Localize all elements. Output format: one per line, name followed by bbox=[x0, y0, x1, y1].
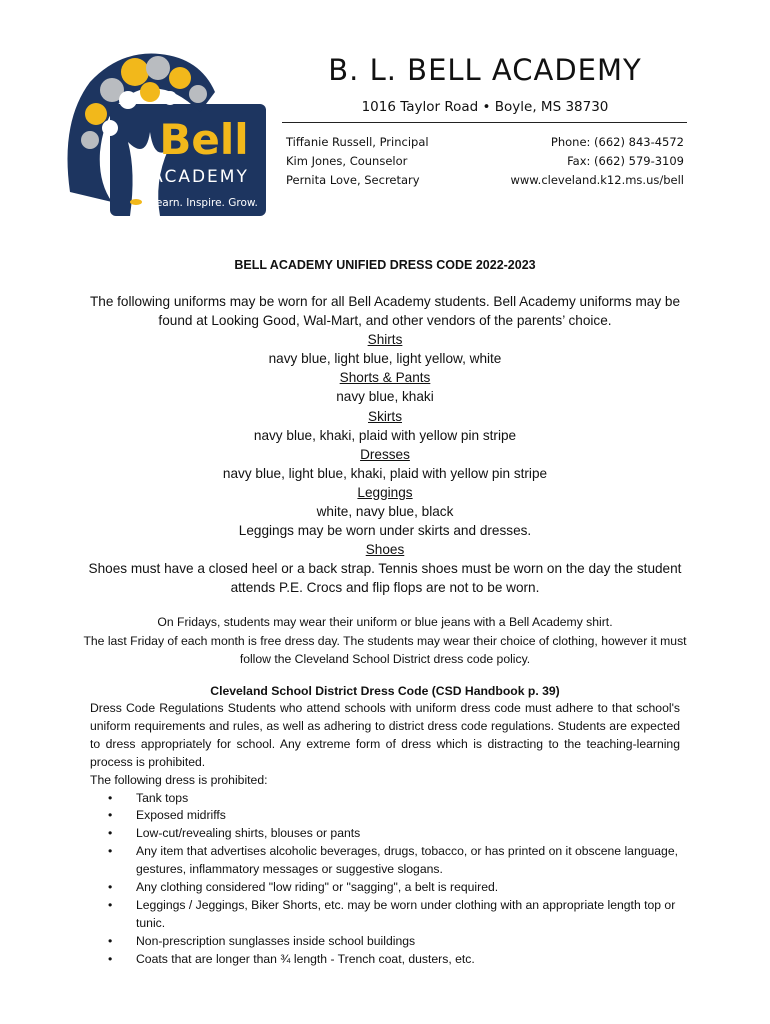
phone-number: Phone: (662) 843-4572 bbox=[550, 135, 684, 149]
section-heading-skirts: Skirts bbox=[368, 408, 402, 424]
logo-tagline: Learn. Inspire. Grow. bbox=[150, 197, 258, 209]
list-item: • Tank tops bbox=[136, 790, 680, 808]
list-item: • Low-cut/revealing shirts, blouses or pants bbox=[136, 825, 680, 843]
uniform-section bbox=[80, 292, 690, 598]
staff-list bbox=[286, 133, 429, 190]
school-address: 1016 Taylor Road • Boyle, MS 38730 bbox=[361, 99, 609, 115]
bell-tree-logo-icon bbox=[50, 42, 270, 222]
school-name: B. L. BELL ACADEMY bbox=[328, 53, 642, 87]
section-heading-leggings: Leggings bbox=[357, 484, 413, 500]
staff-secretary: Pernita Love, Secretary bbox=[286, 173, 420, 187]
contact-block bbox=[280, 133, 690, 190]
leaf-icon bbox=[81, 131, 99, 149]
list-item: • Leggings / Jeggings, Biker Shorts, etc. may be worn under clothing with an appropriate length top or tunic. bbox=[136, 897, 680, 933]
leaf-accent-icon bbox=[130, 199, 142, 205]
prohibited-list bbox=[90, 790, 680, 969]
friday-policy bbox=[80, 613, 690, 669]
friday-line-2: The last Friday of each month is free dress day. The students may wear their choice of clothing, however it must follow the Cleveland School District dress code policy. bbox=[83, 633, 687, 666]
logo-subtitle: ACADEMY bbox=[151, 167, 249, 187]
list-item: • Any clothing considered "low riding" or "sagging", a belt is required. bbox=[136, 879, 680, 897]
staff-principal: Tiffanie Russell, Principal bbox=[286, 135, 429, 149]
leaf-icon bbox=[146, 56, 170, 80]
section-heading-shirts: Shirts bbox=[367, 332, 403, 348]
logo-wordmark: Bell bbox=[159, 115, 249, 164]
leaf-icon bbox=[119, 91, 137, 109]
leaf-icon bbox=[121, 58, 149, 86]
leaf-icon bbox=[163, 91, 177, 105]
csd-paragraph: Dress Code Regulations Students who attend schools with uniform dress code must adhere to that school's uniform requirements and rules, as well as adhering to district dress code regulations. Students are expected to dress appropriately for school. Any extreme form of dress which is distracting to the teaching-learning process is prohibited. bbox=[90, 701, 680, 769]
leaf-icon bbox=[140, 82, 160, 102]
leaf-icon bbox=[169, 67, 191, 89]
school-logo bbox=[50, 42, 270, 222]
list-item: • Non-prescription sunglasses inside school buildings bbox=[136, 933, 680, 951]
csd-list-intro: The following dress is prohibited: bbox=[90, 772, 268, 787]
section-heading-shorts-pants: Shorts & Pants bbox=[339, 370, 431, 386]
leaf-icon bbox=[189, 85, 207, 103]
section-text-shoes: Shoes must have a closed heel or a back strap. Tennis shoes must be worn on the day the student attends P.E. Crocs and flip flops are not to be worn. bbox=[88, 561, 682, 596]
leaf-icon bbox=[85, 103, 107, 125]
list-item: • Coats that are longer than ¾ length - Trench coat, dusters, etc. bbox=[136, 951, 680, 969]
csd-dress-code bbox=[90, 700, 680, 969]
document-title: BELL ACADEMY UNIFIED DRESS CODE 2022-2023 bbox=[234, 258, 536, 272]
section-text-leggings-note: Leggings may be worn under skirts and dresses. bbox=[238, 523, 532, 539]
section-text-shirts: navy blue, light blue, light yellow, white bbox=[268, 351, 502, 367]
leaf-icon bbox=[102, 120, 118, 136]
csd-title: Cleveland School District Dress Code (CSD Handbook p. 39) bbox=[210, 684, 560, 698]
letterhead bbox=[280, 40, 690, 190]
contact-info bbox=[511, 133, 685, 190]
staff-counselor: Kim Jones, Counselor bbox=[286, 154, 408, 168]
section-text-shorts-pants: navy blue, khaki bbox=[336, 389, 434, 405]
friday-line-1: On Fridays, students may wear their uniform or blue jeans with a Bell Academy shirt. bbox=[157, 615, 613, 629]
section-text-leggings: white, navy blue, black bbox=[316, 504, 454, 520]
section-text-dresses: navy blue, light blue, khaki, plaid with yellow pin stripe bbox=[222, 465, 548, 481]
website-link[interactable]: www.cleveland.k12.ms.us/bell bbox=[510, 173, 684, 187]
section-heading-shoes: Shoes bbox=[365, 542, 405, 558]
section-heading-dresses: Dresses bbox=[360, 446, 410, 462]
intro-paragraph: The following uniforms may be worn for all Bell Academy students. Bell Academy uniforms may be found at Looking Good, Wal-Mart, and other vendors of the parents’ choice. bbox=[89, 294, 681, 329]
list-item: • Exposed midriffs bbox=[136, 807, 680, 825]
list-item: • Any item that advertises alcoholic beverages, drugs, tobacco, or has printed on it obscene language, gestures, inflammatory messages or suggestive slogans. bbox=[136, 843, 680, 879]
section-text-skirts: navy blue, khaki, plaid with yellow pin stripe bbox=[253, 427, 517, 443]
header-divider bbox=[282, 122, 687, 123]
fax-number: Fax: (662) 579-3109 bbox=[567, 154, 684, 168]
